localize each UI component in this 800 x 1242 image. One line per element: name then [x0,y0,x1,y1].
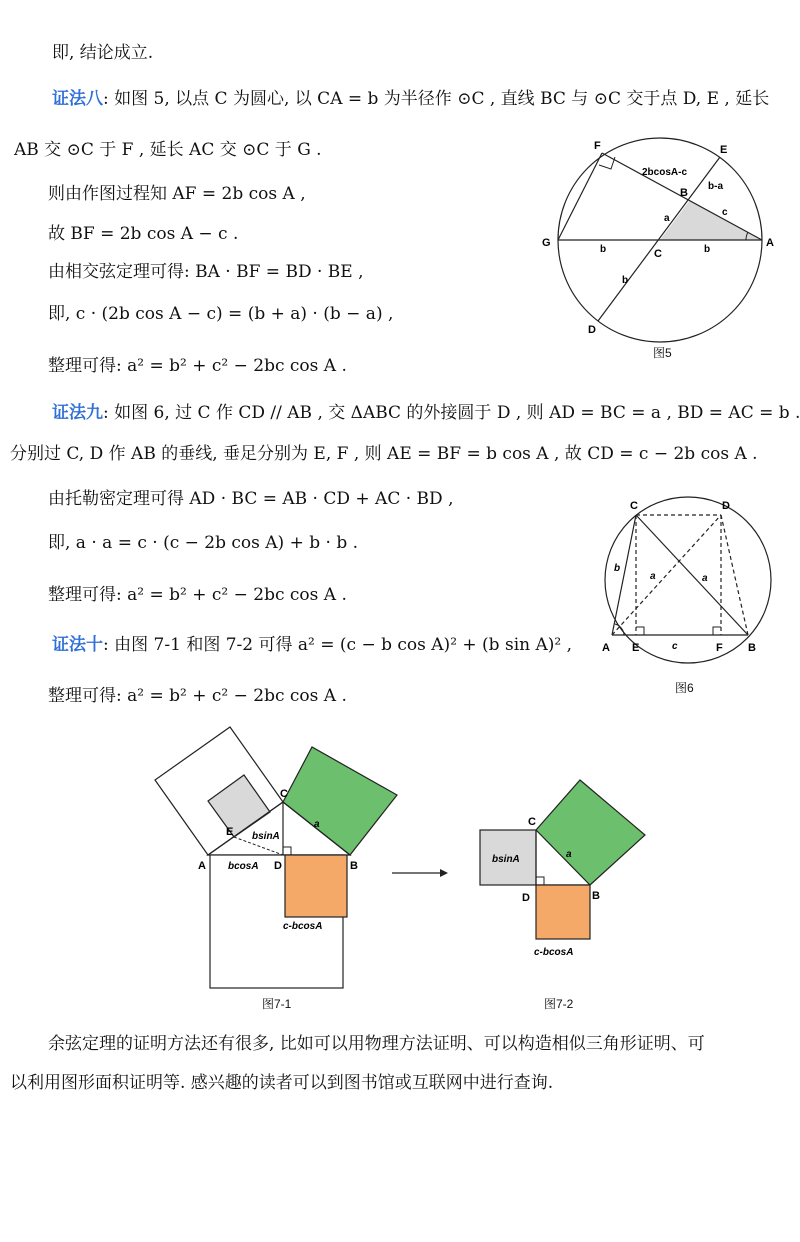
arrow-icon [390,866,450,880]
fig71-label-bcos: bcosA [228,861,259,872]
proof-10-label: 证法十 [52,635,103,655]
fig72-green-square [536,780,645,885]
fig72-label-D: D [522,892,530,904]
fig5-label-D: D [588,324,596,336]
text-line-2 [52,88,769,110]
figure-7-1 [150,725,410,1005]
text-line-4: 则由作图过程知 AF = 2b cos A , [48,184,306,204]
fig71-orange-square [285,855,347,917]
fig72-label-C: C [528,816,536,828]
fig6-label-b: b [614,563,621,574]
proof-9-text: : 如图 6, 过 C 作 CD // AB , 交 ΔABC 的外接圆于 D , 则 AD = BC = a , BD = AC = b . [103,403,800,423]
text-line-9 [52,402,800,424]
text-line-13: 整理可得: a² = b² + c² − 2bc cos A . [48,585,347,605]
text-line-10: 分别过 C, D 作 AB 的垂线, 垂足分别为 E, F , 则 AE = BF = b cos A , 故 CD = c − 2b cos A . [10,444,758,464]
fig72-caption: 图7-2 [544,997,574,1011]
fig71-label-D: D [274,860,282,872]
figure-6 [590,495,790,665]
fig71-label-E: E [226,826,234,838]
fig6-caption: 图6 [675,681,694,695]
fig72-label-bsin: bsinA [492,854,520,865]
fig6-label-C: C [630,500,638,512]
proof-8-text: : 如图 5, 以点 C 为圆心, 以 CA = b 为半径作 ⊙C , 直线 BC 与 ⊙C 交于点 D, E , 延长 [103,89,770,109]
text-line-16: 余弦定理的证明方法还有很多, 比如可以用物理方法证明、可以构造相似三角形证明、可 [48,1034,705,1054]
fig72-right-angle [536,877,544,885]
fig5-label-ba: b-a [708,181,723,192]
fig72-label-B: B [592,890,600,902]
fig72-label-cb: c-bcosA [534,947,574,958]
figure-5 [530,135,800,350]
text-line-5: 故 BF = 2b cos A − c . [48,224,239,244]
fig5-label-A: A [766,237,774,249]
fig5-caption: 图5 [653,346,672,360]
fig71-label-B: B [350,860,358,872]
text-line-17: 以利用图形面积证明等. 感兴趣的读者可以到图书馆或互联网中进行查询. [10,1073,554,1093]
fig5-label-B: B [680,187,688,199]
fig6-label-c: c [672,641,678,652]
fig5-label-F: F [594,140,601,152]
fig5-label-b2: b [704,244,711,255]
text-line-12: 即, a · a = c · (c − 2b cos A) + b · b . [48,533,359,553]
fig5-label-b1: b [600,244,607,255]
fig5-label-top: 2bcosA-c [642,167,688,178]
proof-8-label: 证法八 [52,89,103,109]
fig6-label-A: A [602,642,610,654]
fig5-label-c: c [722,207,728,218]
text-line-1: 即, 结论成立. [52,43,154,63]
fig71-label-bsin: bsinA [252,831,280,842]
fig71-label-a: a [314,819,320,830]
fig71-right-angle [283,847,291,855]
fig6-angle-A [615,624,624,635]
fig72-label-a: a [566,849,572,860]
figure-7-2 [470,775,670,990]
fig6-line-AC [612,515,636,635]
text-line-8: 整理可得: a² = b² + c² − 2bc cos A . [48,356,347,376]
fig6-right-angle-F [713,627,721,635]
fig6-right-angle-E [636,627,644,635]
fig5-line-GF [558,153,602,240]
fig5-label-b3: b [622,275,629,286]
fig6-label-E: E [632,642,640,654]
fig6-circle [605,497,771,663]
fig6-line-DB [721,515,748,635]
fig6-label-D: D [722,500,730,512]
text-line-11: 由托勒密定理可得 AD · BC = AB · CD + AC · BD , [48,489,454,509]
fig6-label-a1: a [650,571,656,582]
fig6-label-B: B [748,642,756,654]
fig71-label-cb: c-bcosA [283,921,323,932]
fig71-caption: 图7-1 [262,997,292,1011]
proof-9-label: 证法九 [52,403,103,423]
fig72-orange-square [536,885,590,939]
fig5-label-C: C [654,248,662,260]
text-line-15: 整理可得: a² = b² + c² − 2bc cos A . [48,686,347,706]
text-line-14 [52,634,572,656]
fig71-label-A: A [198,860,206,872]
fig6-label-a2: a [702,573,708,584]
text-line-7: 即, c · (2b cos A − c) = (b + a) · (b − a) , [48,304,394,324]
fig71-label-C: C [280,788,288,800]
fig6-label-F: F [716,642,723,654]
proof-10-text: : 由图 7-1 和图 7-2 可得 a² = (c − b cos A)² + (b sin A)² , [103,635,573,655]
fig71-green-square [283,747,397,855]
fig5-label-G: G [542,237,551,249]
text-line-3: AB 交 ⊙C 于 F , 延长 AC 交 ⊙C 于 G . [14,140,322,160]
fig5-label-a: a [664,213,670,224]
fig5-label-E: E [720,144,728,156]
text-line-6: 由相交弦定理可得: BA · BF = BD · BE , [48,262,364,282]
